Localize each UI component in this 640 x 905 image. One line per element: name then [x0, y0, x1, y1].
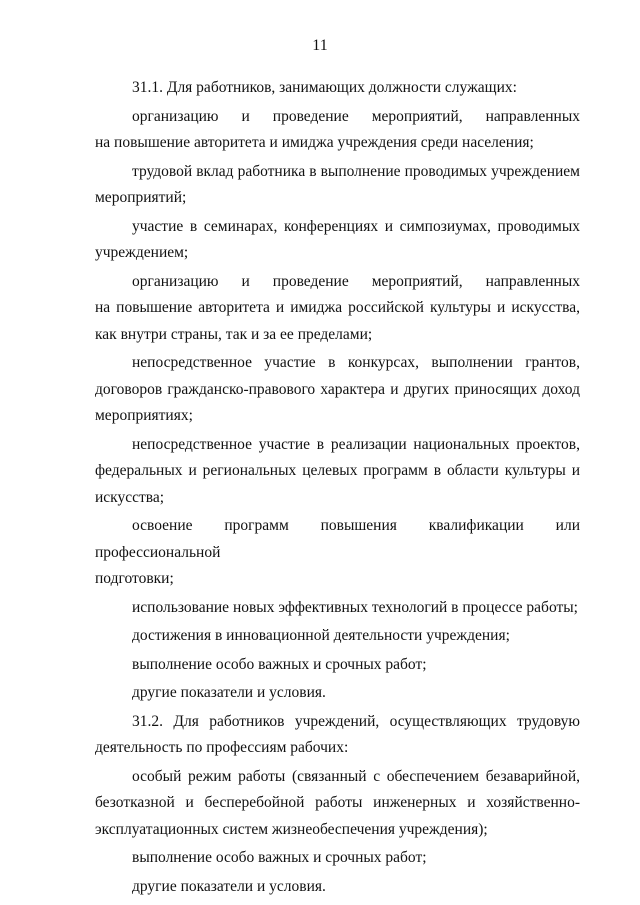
paragraph-first-line: участие в семинарах, конференциях и симпозиумах, проводимых [132, 217, 580, 235]
paragraph-first-line: выполнение особо важных и срочных работ; [132, 849, 427, 866]
paragraph [95, 595, 580, 622]
paragraph [95, 269, 580, 349]
paragraph-continuation: договоров гражданско-правового характера и других приносящих доход мероприятиях; [95, 380, 580, 424]
paragraph-first-line: другие показатели и условия. [132, 877, 326, 895]
paragraph [95, 513, 580, 593]
paragraph [95, 845, 580, 872]
paragraph-continuation: на повышение авторитета и имиджа учреждения среди населения; [95, 134, 534, 151]
paragraph-continuation: федеральных и региональных целевых программ в области культуры и искусства; [95, 462, 580, 506]
paragraph [95, 214, 580, 267]
paragraph-first-line: особый режим работы (связанный с обеспечением безаварийной, [132, 767, 580, 785]
paragraph [95, 709, 580, 762]
paragraph-first-line: непосредственное участие в конкурсах, выполнении грантов, [132, 354, 580, 371]
paragraph-first-line: достижения в инновационной деятельности учреждения; [132, 627, 510, 644]
paragraph-first-line: освоение программ повышения квалификации или профессиональной [95, 517, 580, 561]
paragraph-continuation: безотказной и бесперебойной работы инженерных и хозяйственно-эксплуатационных систем жизнеобеспечения учреждения); [95, 794, 580, 838]
paragraph [95, 680, 580, 707]
paragraph [95, 652, 580, 679]
paragraph-continuation: подготовки; [95, 570, 174, 587]
document-body [95, 75, 580, 900]
paragraph-first-line: выполнение особо важных и срочных работ; [132, 655, 427, 673]
paragraph-first-line: 31.1. Для работников, занимающих должности служащих: [132, 79, 517, 96]
paragraph-continuation: учреждением; [95, 244, 189, 261]
paragraph-first-line: организацию и проведение мероприятий, направленных [132, 107, 580, 125]
paragraph [95, 350, 580, 430]
paragraph [95, 159, 580, 212]
paragraph-continuation: на повышение авторитета и имиджа российской культуры и искусства, как внутри страны, так и за ее пределами; [95, 299, 580, 343]
paragraph [95, 104, 580, 157]
paragraph [95, 874, 580, 901]
paragraph [95, 623, 580, 650]
paragraph [95, 432, 580, 512]
paragraph-first-line: 31.2. Для работников учреждений, осуществляющих трудовую [132, 712, 580, 730]
paragraph-first-line: использование новых эффективных технологий в процессе работы; [132, 598, 578, 616]
paragraph-continuation: мероприятий; [95, 189, 187, 206]
paragraph-first-line: организацию и проведение мероприятий, направленных [132, 272, 580, 290]
paragraph-first-line: непосредственное участие в реализации национальных проектов, [132, 435, 580, 453]
paragraph [95, 764, 580, 844]
paragraph [95, 75, 580, 102]
paragraph-first-line: трудовой вклад работника в выполнение проводимых учреждением [132, 162, 580, 180]
page-number: 11 [312, 37, 328, 54]
paragraph-continuation: деятельность по профессиям рабочих: [95, 739, 349, 756]
paragraph-first-line: другие показатели и условия. [132, 684, 326, 701]
